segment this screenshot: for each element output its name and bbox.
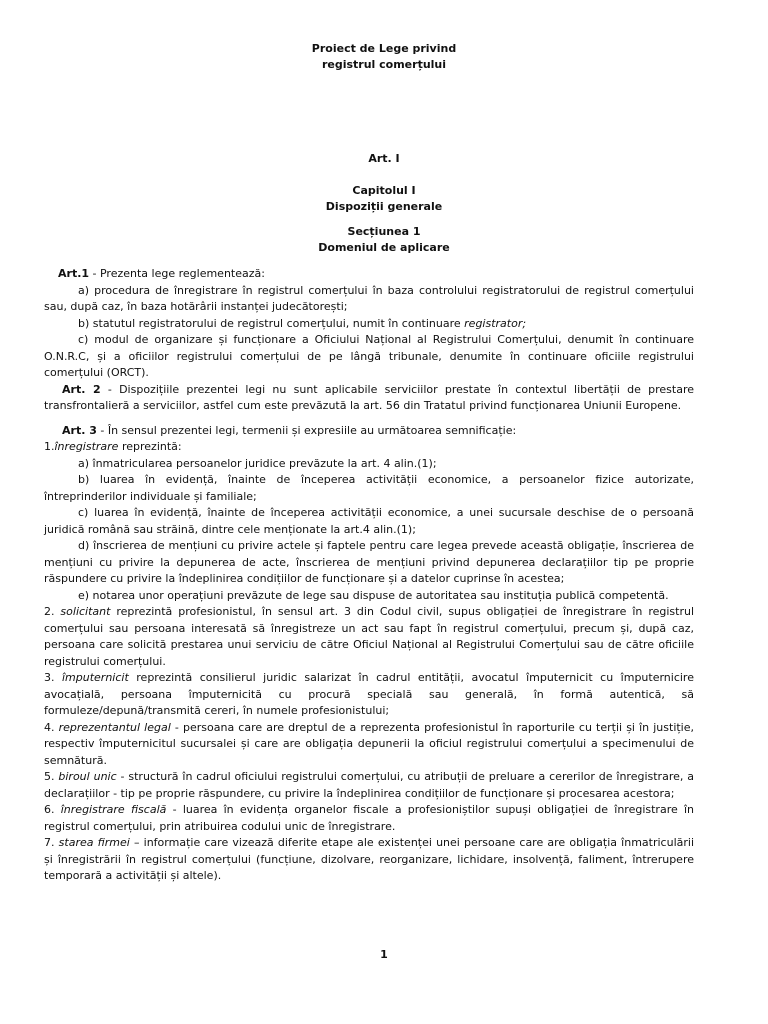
definition-2 <box>44 604 694 670</box>
document-title-line1: Proiect de Lege privind <box>311 42 457 55</box>
art1-intro <box>44 266 694 283</box>
definition-5-text: - structură în cadrul oficiului registrului comerțului, cu atribuții de preluare a cererilor de înregistrare, a declarațiilor - tip pe proprie răspundere, cu privire la îndeplinirea condițiilor de funcționare și procesarea acestora; <box>44 770 694 800</box>
definition-1-item-e: e) notarea unor operațiuni prevăzute de lege sau dispuse de autoritatea sau instituția publică competentă. <box>78 588 669 602</box>
section-title: Domeniul de aplicare <box>318 241 450 254</box>
definition-2-text: reprezintă profesionistul, în sensul art. 3 din Codul civil, supus obligației de înregistrare în registrul comerțului sau persoana interesată să înregistreze un act sau fapt în registrul comerțului, precum și, după caz, persoana care solicită prestarea unui serviciu de către Oficiul Național al Registrului Comerțului sau de către oficiile registrului comerțului. <box>44 605 694 668</box>
art1-item-b-text: b) statutul registratorului de registrul comerțului, numit în continuare <box>78 316 465 330</box>
art1-item-c: c) modul de organizare și funcționare a Oficiului Național al Registrului Comerțului, denumit în continuare O.N.R.C, și a oficiilor registrului comerțului de pe lângă tribunale, denumite în continuare oficiile registrului comerțului (ORCT). <box>44 333 694 379</box>
art2-text: - Dispozițiile prezentei legi nu sunt aplicabile serviciilor prestate în contextul libertății de prestare transfrontalieră a serviciilor, astfel cum este prevăzută la art. 56 din Tratatul privind funcționarea Uniunii Europene. <box>44 382 695 412</box>
chapter-heading: Capitolul I <box>352 184 416 197</box>
definition-7-number: 7. <box>44 836 59 849</box>
definition-5-term: biroul unic <box>58 770 117 783</box>
art1-item-b-term: registrator; <box>464 316 527 330</box>
definition-5 <box>44 769 694 802</box>
definition-6-term: înregistrare fiscală <box>60 803 167 816</box>
definition-6-text: - luarea în evidența organelor fiscale a profesioniștilor supuși obligației de înregistrare în registrul comerțului, prin atribuirea codului unic de înregistrare. <box>44 803 695 833</box>
document-title-line2: registrul comerțului <box>321 58 447 71</box>
art3-intro <box>44 423 694 440</box>
definition-4-number: 4. <box>44 720 59 734</box>
section-heading: Secțiunea 1 <box>347 225 421 238</box>
art1-item-b <box>44 316 694 333</box>
definition-5-number: 5. <box>44 770 59 783</box>
definition-2-number: 2. <box>44 605 61 618</box>
art3-label: Art. 3 <box>62 423 97 437</box>
definition-7-term: starea firmei <box>58 836 130 849</box>
art3-intro-text: - În sensul prezentei legi, termenii și expresiile au următoarea semnificație: <box>96 423 517 437</box>
definition-4-term: reprezentantul legal <box>58 720 171 734</box>
definition-1-text: reprezintă: <box>118 440 182 453</box>
definition-6-number: 6. <box>44 803 61 816</box>
definition-1-number: 1. <box>44 440 55 453</box>
definition-3-term: împuternicit <box>62 671 129 684</box>
definition-3-number: 3. <box>44 671 62 684</box>
chapter-title: Dispoziții generale <box>325 200 443 213</box>
art1-intro-text: - Prezenta lege reglementează: <box>89 267 265 280</box>
definition-1-item-c: c) luarea în evidență, înainte de începerea activității economice, a unei sucursale deschise de o persoană juridică română sau străină, dintre cele menționate la art.4 alin.(1); <box>44 506 694 536</box>
article-heading: Art. I <box>368 152 400 165</box>
definition-1-term: înregistrare <box>54 440 119 453</box>
document-body <box>44 266 694 885</box>
art1-label: Art.1 <box>58 267 90 280</box>
definition-4 <box>44 720 694 770</box>
definition-1-item-a: a) înmatricularea persoanelor juridice prevăzute la art. 4 alin.(1); <box>78 456 437 470</box>
definition-1-item-d: d) înscrierea de mențiuni cu privire actele și faptele pentru care legea prevede această obligație, înscrierea de mențiuni cu privire la depunerea de acte, înscrierea de mențiuni privind depunerea declarațiilor tip pe proprie răspundere cu privire la îndeplinirea condițiilor de funcționare și a datelor cuprinse în acestea; <box>44 539 694 585</box>
art2-label: Art. 2 <box>62 382 101 396</box>
definition-2-term: solicitant <box>60 605 111 618</box>
definition-4-text: - persoana care are dreptul de a reprezenta profesionistul în raporturile cu terții și în justiție, respectiv împuternicitul sucursalei și care are obligația depunerii la oficiul registrului comerțului a specimenului de semnătură. <box>44 720 695 767</box>
definition-7 <box>44 835 694 885</box>
definition-3-text: reprezintă consilierul juridic salarizat în cadrul entității, avocatul împuternicit cu împuternicire avocațială, persoana împuternicită cu procură specială sau generală, în formă autentică, să formuleze/depună/transmită cereri, în numele profesionistului; <box>44 671 694 717</box>
art1-item-a: a) procedura de înregistrare în registrul comerțului în baza controlului registratorului de registrul comerțului sau, după caz, în baza hotărârii instanței judecătorești; <box>44 283 694 313</box>
paragraph-gap <box>44 415 694 423</box>
definition-1-item-b: b) luarea în evidență, înainte de începerea activității economice, a persoanelor fizice autorizate, întreprinderilor individuale și familiale; <box>44 473 694 503</box>
page-number: 1 <box>380 948 388 961</box>
definition-3 <box>44 670 694 720</box>
definition-1 <box>44 439 694 456</box>
art2-paragraph <box>44 382 694 415</box>
definition-6 <box>44 802 694 835</box>
definition-7-text: – informație care vizează diferite etape ale existenței unei persoane care are obligația înmatriculării și înregistrării în registrul comerțului (funcțiune, dizolvare, reorganizare, lichidare, insolvență, faliment, întrerupere temporară a activității și altele). <box>44 836 694 882</box>
